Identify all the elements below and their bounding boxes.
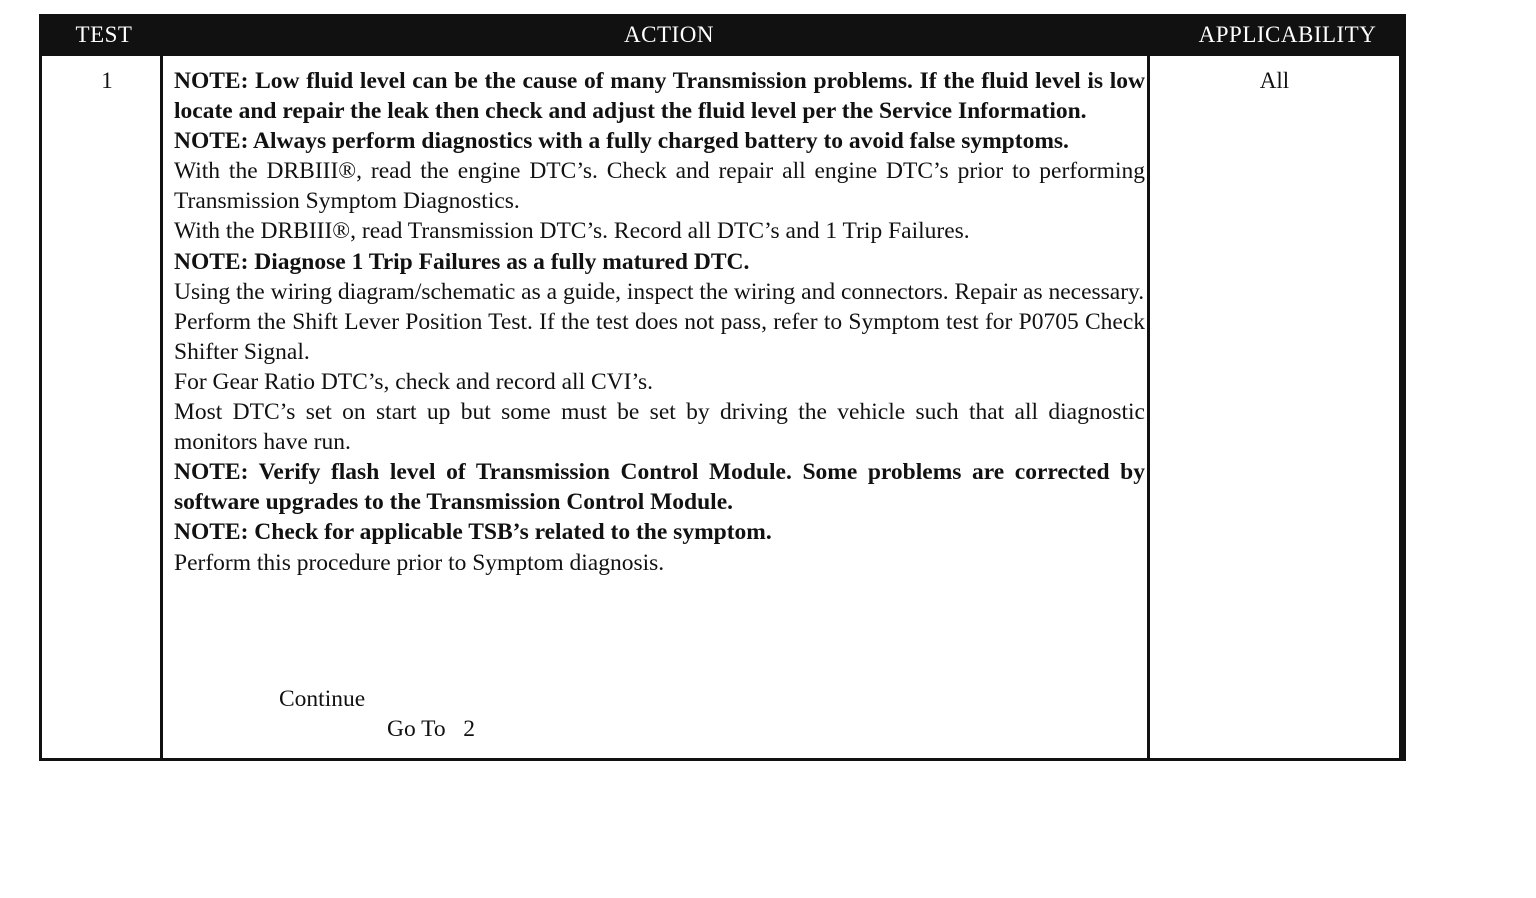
instruction-paragraph: Perform this procedure prior to Symptom diagnosis.: [174, 549, 665, 576]
note-paragraph: NOTE: Low fluid level can be the cause of many Transmission problems. If the fluid level is low locate and repair the leak then check and adjust the fluid level per the Service Information.: [174, 68, 1145, 125]
instruction-paragraph: With the DRBIII®, read the engine DTC’s. Check and repair all engine DTC’s prior to performing Transmission Symptom Diagnostics.: [174, 158, 1145, 215]
column-divider: [160, 56, 163, 758]
header-test: TEST: [75, 22, 133, 47]
goto-link[interactable]: Go To 2: [387, 716, 476, 742]
applicability-value: All: [1259, 68, 1290, 93]
test-number: 1: [101, 68, 113, 93]
header-action: ACTION: [624, 22, 714, 47]
note-paragraph: NOTE: Check for applicable TSB’s related to the symptom.: [174, 519, 772, 546]
diagnostic-test-table: [39, 14, 1406, 761]
column-divider: [1399, 56, 1403, 758]
header-applicability: APPLICABILITY: [1198, 22, 1377, 47]
continue-label: Continue: [279, 686, 366, 712]
table-header-row: [39, 14, 1406, 56]
note-paragraph: NOTE: Diagnose 1 Trip Failures as a fully matured DTC.: [174, 248, 750, 275]
action-instructions: [174, 66, 1145, 578]
instruction-paragraph: Perform the Shift Lever Position Test. If the test does not pass, refer to Symptom test for P0705 Check Shifter Signal.: [174, 308, 1145, 365]
instruction-paragraph: Most DTC’s set on start up but some must be set by driving the vehicle such that all diagnostic monitors have run.: [174, 399, 1145, 456]
note-paragraph: NOTE: Verify flash level of Transmission Control Module. Some problems are corrected by software upgrades to the Transmission Control Module.: [174, 459, 1145, 516]
column-divider: [1147, 56, 1150, 758]
instruction-paragraph: With the DRBIII®, read Transmission DTC’s. Record all DTC’s and 1 Trip Failures.: [174, 218, 970, 245]
note-paragraph: NOTE: Always perform diagnostics with a fully charged battery to avoid false symptoms.: [174, 128, 1069, 155]
instruction-paragraph: Using the wiring diagram/schematic as a guide, inspect the wiring and connectors. Repair as necessary.: [174, 278, 1145, 305]
instruction-paragraph: For Gear Ratio DTC’s, check and record all CVI’s.: [174, 368, 654, 395]
